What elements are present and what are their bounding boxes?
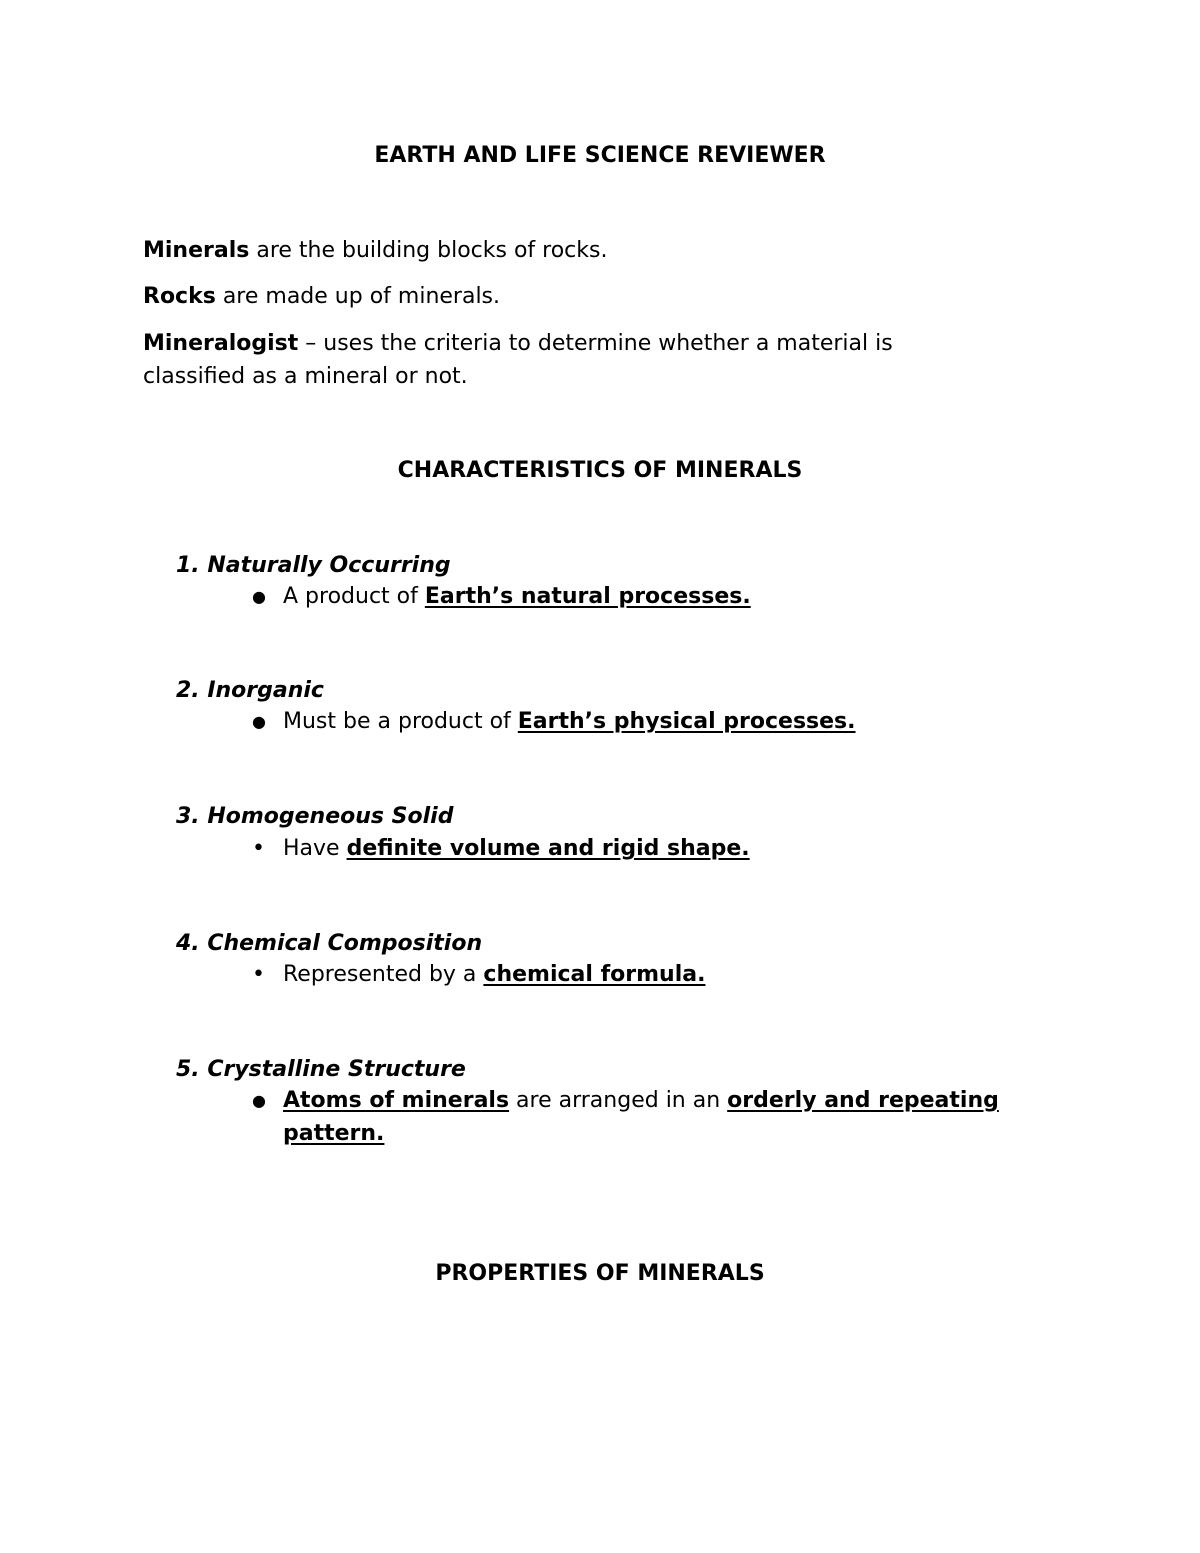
characteristics-heading: CHARACTERISTICS OF MINERALS xyxy=(397,458,803,483)
definition-term: Minerals xyxy=(143,238,250,263)
underlined-emphasis: definite volume and rigid shape. xyxy=(346,836,750,861)
characteristic-title: 4. Chemical Composition xyxy=(176,931,483,956)
bullet-text: Must be a product of Earth’s physical processes. xyxy=(283,709,856,734)
definition-term: Rocks xyxy=(143,284,216,309)
definition-text: – uses the criteria to determine whether a material is classified as a mineral or not. xyxy=(143,331,893,389)
bullet-text: Have definite volume and rigid shape. xyxy=(283,836,750,861)
bullet-icon: • xyxy=(252,836,265,861)
document-title: EARTH AND LIFE SCIENCE REVIEWER xyxy=(374,143,826,168)
definition-rocks xyxy=(143,280,973,313)
properties-heading: PROPERTIES OF MINERALS xyxy=(435,1261,765,1286)
underlined-emphasis: orderly and repeating pattern. xyxy=(283,1088,999,1146)
underlined-emphasis: Atoms of minerals xyxy=(283,1088,510,1113)
underlined-emphasis: Earth’s natural processes. xyxy=(424,584,751,609)
bullet-icon: ● xyxy=(252,1091,266,1110)
bullet-text: A product of Earth’s natural processes. xyxy=(283,584,751,609)
definition-text: are made up of minerals. xyxy=(215,284,501,309)
bullet-icon: • xyxy=(252,962,265,987)
characteristic-title: 2. Inorganic xyxy=(176,678,324,703)
bullet-text: Atoms of minerals are arranged in an orderly and repeating pattern. xyxy=(283,1088,999,1146)
characteristic-title: 5. Crystalline Structure xyxy=(176,1057,466,1082)
characteristic-title: 3. Homogeneous Solid xyxy=(176,804,454,829)
bullet-icon: ● xyxy=(252,712,266,731)
bullet-text: Represented by a chemical formula. xyxy=(283,962,706,987)
characteristic-title: 1. Naturally Occurring xyxy=(176,553,451,578)
underlined-emphasis: Earth’s physical processes. xyxy=(517,709,856,734)
definition-term: Mineralogist xyxy=(143,331,299,356)
bullet-icon: ● xyxy=(252,587,266,606)
underlined-emphasis: chemical formula. xyxy=(483,962,706,987)
definition-text: are the building blocks of rocks. xyxy=(249,238,608,263)
definition-minerals xyxy=(143,234,973,267)
definition-mineralogist xyxy=(143,327,973,393)
